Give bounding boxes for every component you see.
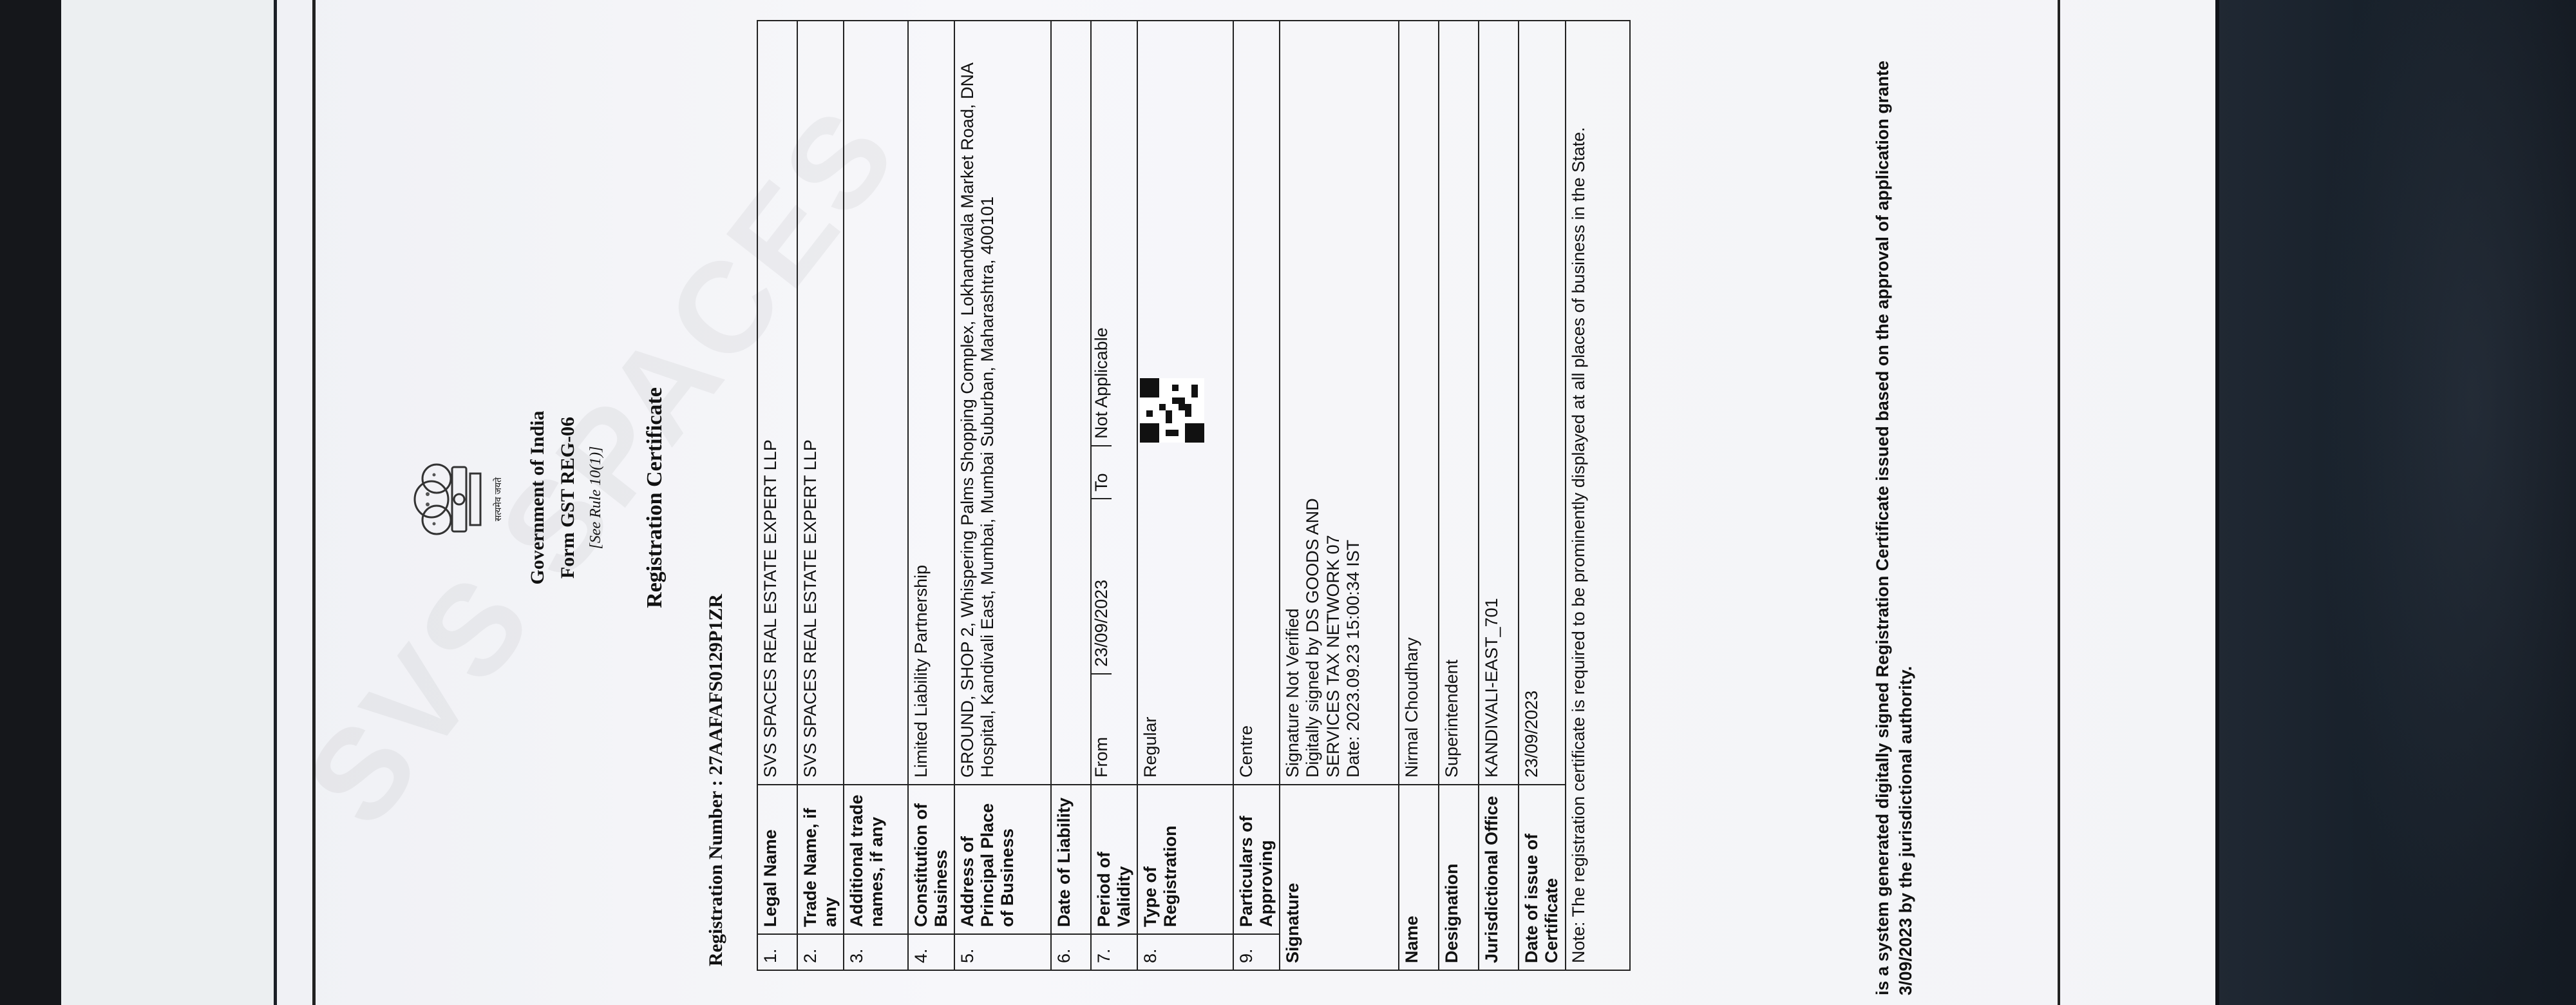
date-of-liability-value: [1051, 21, 1091, 785]
approving-authority-value: Centre: [1233, 21, 1280, 785]
additional-trade-names-value: [844, 21, 908, 785]
footer-line: 3/09/2023 by the jurisdictional authority.: [1896, 665, 1916, 995]
government-heading: Government of India: [527, 410, 548, 585]
designation-label: Designation: [1439, 785, 1479, 970]
row-label: Legal Name: [757, 785, 797, 934]
registration-type-value: Regular: [1141, 716, 1160, 778]
row-number: 2.: [797, 934, 844, 970]
table-row: [797, 21, 844, 970]
legal-name-value: SVS SPACES REAL ESTATE EXPERT LLP: [757, 21, 797, 785]
name-row: [1399, 21, 1439, 970]
row-number: 4.: [908, 934, 954, 970]
jurisdictional-office-value: KANDIVALI-EAST_701: [1479, 21, 1519, 785]
page-border-bottom: [2058, 0, 2060, 1005]
table-row: [908, 21, 954, 970]
office-label: Jurisdictional Office: [1479, 785, 1519, 970]
issue-date-label: Date of issue of Certificate: [1519, 785, 1565, 970]
signature-row: [1280, 21, 1399, 970]
table-row: [1233, 21, 1280, 970]
row-label: Trade Name, if any: [797, 785, 844, 934]
from-label: From: [1092, 674, 1112, 784]
row-label: Particulars of Approving: [1233, 785, 1280, 934]
gst-registration-certificate: [335, 0, 2029, 995]
signature-line: Digitally signed by DS GOODS AND: [1303, 498, 1323, 778]
row-label: Type of Registration: [1137, 785, 1233, 934]
display-note: Note: The registration certificate is required to be prominently displayed at all places of business in the State.: [1566, 21, 1630, 970]
form-heading: Form GST REG-06: [557, 416, 578, 579]
certificate-table: [757, 20, 1631, 971]
office-row: [1479, 21, 1519, 970]
digital-signature-block: [1280, 21, 1399, 785]
constitution-value: Limited Liability Partnership: [908, 21, 954, 785]
row-label: Date of Liability: [1051, 785, 1091, 934]
name-label: Name: [1399, 785, 1439, 970]
row-number: 5.: [954, 934, 1051, 970]
from-value: 23/09/2023: [1092, 499, 1112, 674]
validity-subtable: [1092, 21, 1112, 784]
row-number: 8.: [1137, 934, 1233, 970]
table-row: [1051, 21, 1091, 970]
sheet-edge: [2215, 0, 2219, 1005]
validity-cell: [1091, 21, 1137, 785]
issue-date-row: [1519, 21, 1565, 970]
white-surface-left: [61, 0, 274, 1005]
designation-value: Superintendent: [1439, 21, 1479, 785]
row-label: Period of Validity: [1091, 785, 1137, 934]
table-row: [954, 21, 1051, 970]
row-number: 6.: [1051, 934, 1091, 970]
qr-code-icon: [1140, 378, 1204, 443]
signature-label: Signature: [1280, 785, 1399, 970]
national-emblem-icon: [406, 448, 489, 551]
footer-line: is a system generated digitally signed Registration Certificate issued based on the approval of application grante: [1873, 61, 1892, 995]
signature-status: Signature Not Verified: [1283, 608, 1303, 778]
signature-date: Date: 2023.09.23 15:00:34 IST: [1343, 539, 1363, 778]
table-row: [757, 21, 797, 970]
footer-text: [1871, 0, 1918, 995]
table-row: [1137, 21, 1233, 970]
signature-line: SERVICES TAX NETWORK 07: [1323, 535, 1343, 778]
row-label: Constitution of Business: [908, 785, 954, 934]
document-title: Registration Certificate: [643, 387, 667, 608]
row-number: 9.: [1233, 934, 1280, 970]
issue-date-value: 23/09/2023: [1519, 21, 1565, 785]
table-row: [1091, 21, 1137, 970]
address-value: GROUND, SHOP 2, Whispering Palms Shopping Complex, Lokhandwala Market Road, DNA Hospital, Kandivali East, Mumbai, Mumbai Suburban, Maharashtra, 400101: [954, 21, 1051, 785]
row-label: Address of Principal Place of Business: [954, 785, 1051, 934]
officer-name-value: Nirmal Choudhary: [1399, 21, 1439, 785]
rule-reference: [See Rule 10(1)]: [587, 446, 604, 550]
designation-row: [1439, 21, 1479, 970]
to-value: Not Applicable: [1092, 327, 1112, 439]
note-row: [1566, 21, 1630, 970]
row-number: 3.: [844, 934, 908, 970]
row-label: Additional trade names, if any: [844, 785, 908, 934]
to-label: To: [1092, 446, 1112, 499]
registration-number: Registration Number : 27AAFAFS0129P1ZR: [705, 593, 726, 966]
fabric-fold: [2318, 0, 2576, 1005]
emblem-caption: सत्यमेव जयते: [493, 477, 503, 522]
trade-name-value: SVS SPACES REAL ESTATE EXPERT LLP: [797, 21, 844, 785]
row-number: 7.: [1091, 934, 1137, 970]
registration-type-cell: [1137, 21, 1233, 785]
table-row: [844, 21, 908, 970]
row-number: 1.: [757, 934, 797, 970]
page-border-top: [312, 0, 316, 1005]
